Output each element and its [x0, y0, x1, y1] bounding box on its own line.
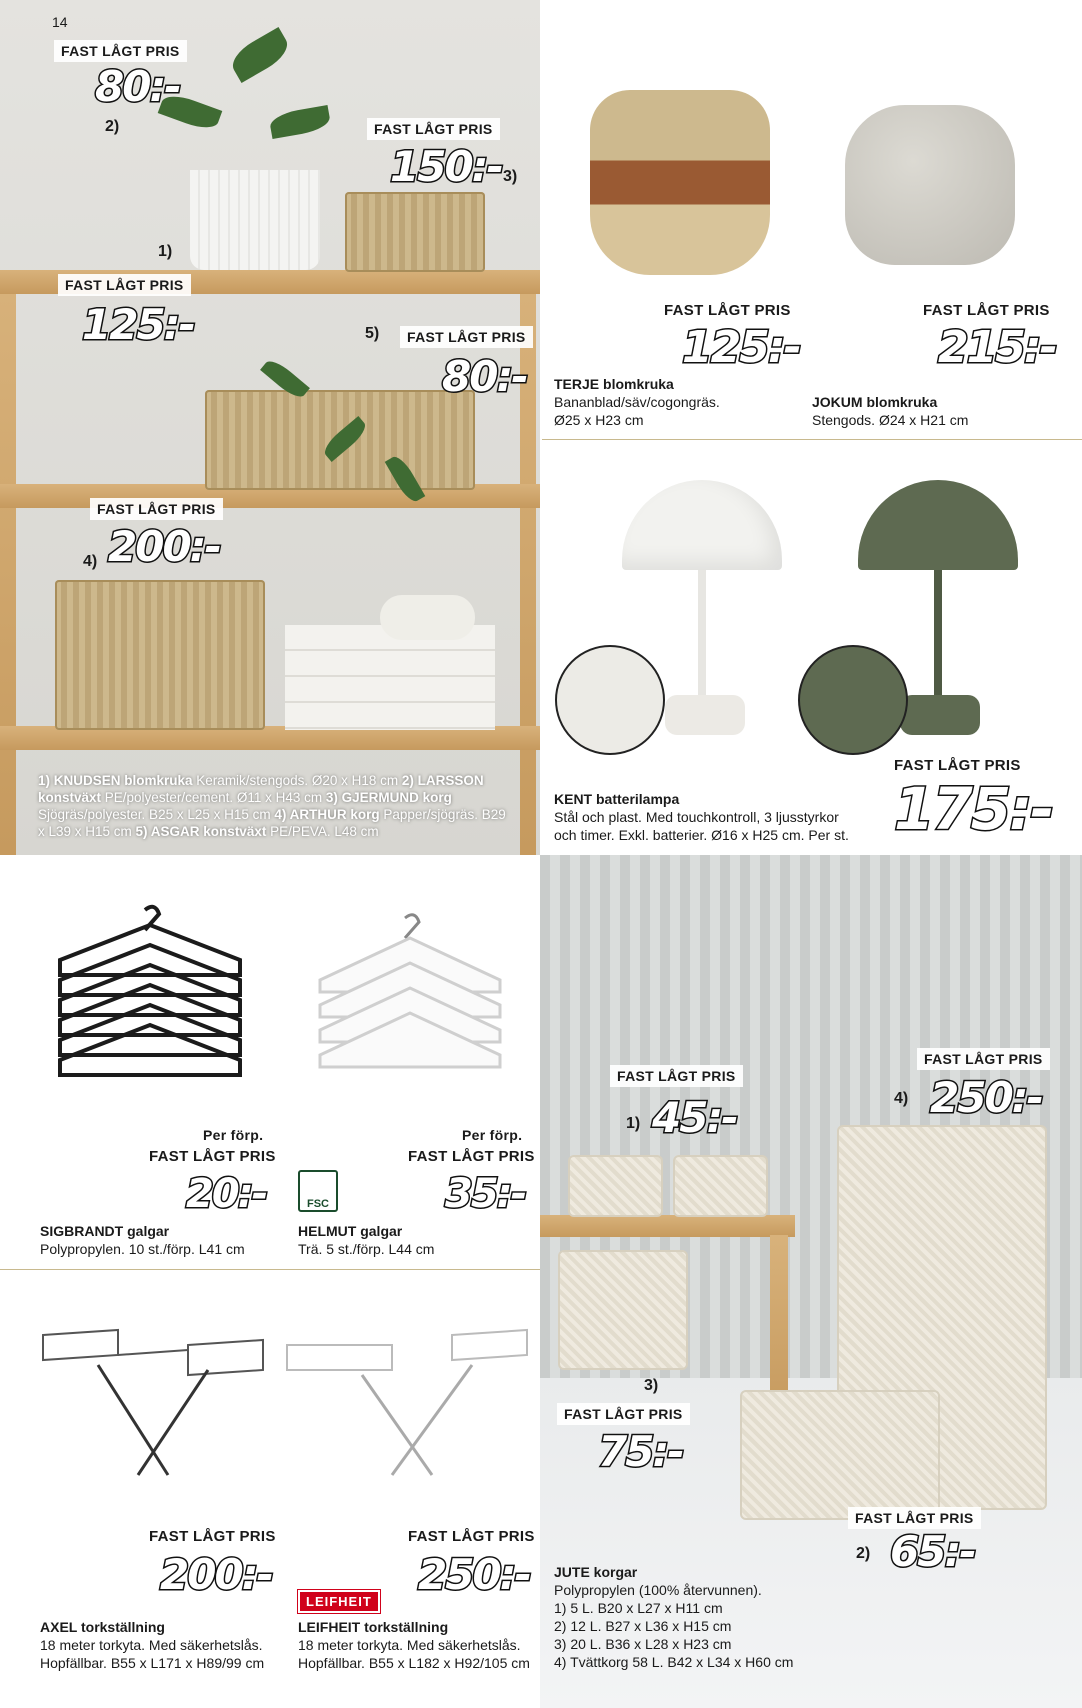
shelf-caption [38, 772, 508, 840]
basket-top [345, 192, 485, 272]
fixed-price-label: FAST LÅGT PRIS [149, 1528, 276, 1545]
price-terje: 125:- [682, 322, 800, 373]
books-stack [285, 625, 495, 730]
price-knudsen: 125:- [82, 300, 194, 349]
price-arthur: 200:- [108, 522, 220, 571]
item-number: 4) [83, 553, 98, 570]
product-desc: Polypropylen. 10 st./förp. L41 cm [40, 1241, 245, 1257]
price-kent: 175:- [894, 775, 1053, 843]
product-desc: 18 meter torkyta. Med säkerhetslås. [40, 1637, 263, 1653]
leifheit-logo: LEIFHEIT [298, 1590, 380, 1613]
leifheit-info [298, 1618, 538, 1672]
price-axel: 200:- [160, 1550, 272, 1599]
caption-name: 5) ASGAR konstväxt [135, 824, 267, 839]
fsc-logo: FSC [298, 1170, 338, 1212]
white-lamp-stem [698, 570, 706, 700]
price-larsson: 80:- [95, 62, 180, 111]
fixed-price-label: FAST LÅGT PRIS [408, 1148, 535, 1165]
fixed-price-label: FAST LÅGT PRIS [400, 326, 533, 348]
basket-bottom [55, 580, 265, 730]
fixed-price-label: FAST LÅGT PRIS [367, 118, 500, 140]
item-number: 1) [626, 1115, 641, 1132]
drying-racks-panel [0, 1270, 540, 1708]
caption-desc: PE/polyester/cement. Ø11 x H43 cm [101, 790, 326, 805]
price-jokum: 215:- [938, 322, 1056, 373]
jute-info [554, 1563, 874, 1671]
fixed-price-label: FAST LÅGT PRIS [54, 40, 187, 62]
item-number: 3) [644, 1377, 659, 1394]
price-asgar: 80:- [442, 352, 527, 401]
fixed-price-label: FAST LÅGT PRIS [149, 1148, 276, 1165]
price-jute-2: 65:- [890, 1527, 975, 1576]
product-desc: Polypropylen (100% återvunnen). [554, 1582, 762, 1598]
jute-basket-small [673, 1155, 768, 1217]
item-number: 2) [105, 118, 120, 135]
black-hangers-image [50, 900, 250, 1090]
shelf-panel [0, 0, 540, 855]
item-number: 2) [856, 1545, 871, 1562]
jokum-info [812, 393, 1072, 429]
price-jute-1: 45:- [652, 1093, 737, 1142]
white-hangers-image [310, 910, 510, 1085]
product-desc: Stengods. Ø24 x H21 cm [812, 412, 969, 428]
product-desc: Hopfällbar. B55 x L182 x H92/105 cm [298, 1655, 530, 1671]
product-name: SIGBRANDT galgar [40, 1223, 170, 1239]
bench-leg [770, 1235, 788, 1415]
price-helmut: 35:- [445, 1171, 526, 1217]
jute-basket-small [568, 1155, 663, 1217]
product-desc: Bananblad/säv/cogongräs. [554, 394, 720, 410]
green-lamp-detail [798, 645, 908, 755]
green-lamp-stem [934, 570, 942, 700]
lamp-panel [540, 440, 1082, 855]
fixed-price-label: FAST LÅGT PRIS [848, 1507, 981, 1529]
jute-basket-large [740, 1390, 940, 1520]
fixed-price-label: FAST LÅGT PRIS [90, 498, 223, 520]
green-lamp-shade [858, 480, 1018, 570]
fixed-price-label: FAST LÅGT PRIS [408, 1528, 535, 1545]
product-name: HELMUT galgar [298, 1223, 403, 1239]
green-lamp-base [900, 695, 980, 735]
sigbrandt-info [40, 1222, 290, 1258]
caption-name: 2) LARSSON konstväxt [38, 773, 484, 805]
price-gjermund: 150:- [390, 142, 502, 191]
caption-desc: Papper/sjögräs. B29 x L39 x H15 cm [38, 807, 506, 839]
fixed-price-label: FAST LÅGT PRIS [923, 302, 1050, 319]
kent-info [554, 790, 894, 844]
price-jute-4: 250:- [930, 1073, 1042, 1122]
twine-roll [380, 595, 475, 640]
product-name: LEIFHEIT torkställning [298, 1619, 449, 1635]
caption-desc: PE/PEVA. L48 cm [266, 824, 379, 839]
axel-info [40, 1618, 290, 1672]
product-desc: 4) Tvättkorg 58 L. B42 x L34 x H60 cm [554, 1654, 794, 1670]
product-desc: 1) 5 L. B20 x L27 x H11 cm [554, 1600, 723, 1616]
fixed-price-label: FAST LÅGT PRIS [894, 757, 1021, 774]
page-number: 14 [52, 14, 68, 30]
product-desc: 18 meter torkyta. Med säkerhetslås. [298, 1637, 521, 1653]
product-name: JOKUM blomkruka [812, 394, 938, 410]
caption-name: 3) GJERMUND korg [325, 790, 452, 805]
product-name: AXEL torkställning [40, 1619, 165, 1635]
price-jute-3: 75:- [598, 1427, 683, 1476]
white-lamp-detail [555, 645, 665, 755]
product-desc: Hopfällbar. B55 x L171 x H89/99 cm [40, 1655, 265, 1671]
caption-desc: Sjögräs/polyester. B25 x L25 x H15 cm [38, 807, 275, 822]
axel-rack-image [38, 1325, 268, 1485]
product-name: JUTE korgar [554, 1564, 638, 1580]
fixed-price-label: FAST LÅGT PRIS [917, 1048, 1050, 1070]
hangers-panel [0, 855, 540, 1270]
item-number: 1) [158, 243, 173, 260]
jute-panel [540, 855, 1082, 1708]
planters-panel [540, 0, 1082, 440]
item-number: 5) [365, 325, 380, 342]
jute-basket-medium [558, 1250, 688, 1370]
white-planter [190, 170, 320, 270]
leifheit-rack-image [282, 1325, 532, 1485]
product-desc: 3) 20 L. B36 x L28 x H23 cm [554, 1636, 732, 1652]
product-desc: Stål och plast. Med touchkontroll, 3 ljusstyrkor [554, 809, 839, 825]
white-lamp-base [665, 695, 745, 735]
item-number: 4) [894, 1090, 909, 1107]
product-name: KENT batterilampa [554, 791, 680, 807]
shelf-post-left [0, 270, 16, 855]
bench-top [540, 1215, 795, 1237]
product-desc: och timer. Exkl. batterier. Ø16 x H25 cm. Per st. [554, 827, 849, 843]
product-desc: Ø25 x H23 cm [554, 412, 644, 428]
per-package-label: Per förp. [462, 1127, 523, 1143]
fixed-price-label: FAST LÅGT PRIS [664, 302, 791, 319]
terje-info [554, 375, 794, 429]
per-package-label: Per förp. [203, 1127, 264, 1143]
jokum-image [845, 105, 1015, 265]
product-desc: 2) 12 L. B27 x L36 x H15 cm [554, 1618, 732, 1634]
product-desc: Trä. 5 st./förp. L44 cm [298, 1241, 435, 1257]
product-name: TERJE blomkruka [554, 376, 674, 392]
caption-name: 1) KNUDSEN blomkruka [38, 773, 193, 788]
fixed-price-label: FAST LÅGT PRIS [58, 274, 191, 296]
helmut-info [298, 1222, 538, 1258]
white-lamp-shade [622, 480, 782, 570]
terje-image [590, 90, 770, 275]
price-leifheit: 250:- [418, 1550, 530, 1599]
item-number: 3) [503, 168, 518, 185]
fixed-price-label: FAST LÅGT PRIS [610, 1065, 743, 1087]
caption-desc: Keramik/stengods. Ø20 x H18 cm [192, 773, 402, 788]
price-sigbrandt: 20:- [186, 1171, 267, 1217]
caption-name: 4) ARTHUR korg [274, 807, 380, 822]
fixed-price-label: FAST LÅGT PRIS [557, 1403, 690, 1425]
